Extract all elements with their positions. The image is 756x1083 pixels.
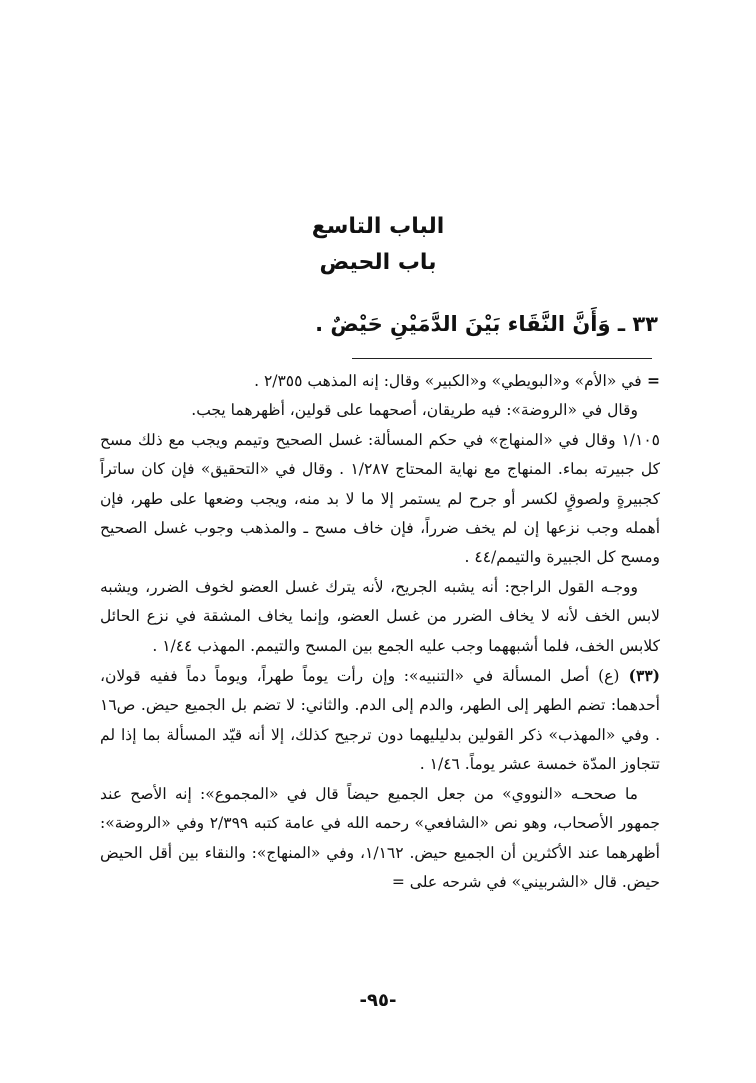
paragraph-marker: = (641, 371, 660, 390)
paragraph-text: (ع) أصل المسألة في «التنبيه»: وإن رأت يوماً طهراً، ويوماً دماً ففيه قولان، أحدهما: تضم الطهر إلى الطهر، والدم إلى الدم. والثاني: لا تضم بل الجميع حيض. ص١٦ . وفي «المهذب» ذكر القولين بدليليهما دون ترجيح كذلك، إلا أنه قيّد المسألة بما إذا لم تتجاوز المدّة خمسة عشر يوماً. ١/٤٦ . (100, 667, 660, 774)
footnote-divider (352, 358, 652, 359)
page-number: -٩٥- (359, 990, 397, 1011)
commentary-paragraph (100, 780, 660, 898)
commentary-paragraph (100, 573, 660, 661)
paragraph-text: ووجـه القول الراجح: أنه يشبه الجريح، لأنه يترك غسل العضو لخوف الضرر، ويشبه لابس الخف لأنه لا يخاف الضرر من غسل العضو، وإنما يخاف المشقة في نزع الحائل كلابس الخف، فلما أشبههما وجب عليه الجمع بين المسح والتيمم. المهذب ١/٤٤ . (100, 577, 660, 655)
commentary-paragraph (100, 366, 660, 396)
matn-line: ٣٣ ـ وَأَنَّ النَّقَاء بَيْنَ الدَّمَيْنِ حَيْضٌ . (315, 312, 658, 336)
paragraph-marker: (٣٣) (619, 666, 660, 686)
paragraph-text: وقال في «الروضة»: فيه طريقان، أصحهما على قولين، أظهرهما يجب. (191, 401, 638, 420)
paragraph-text: ١/١٠٥ وقال في «المنهاج» في حكم المسألة: غسل الصحيح وتيمم ويجب مع ذلك مسح كل جبيرته بماء. المنهاج مع نهاية المحتاج ١/٢٨٧ . وقال في «التحقيق» فإن كان ساتراً كجبيرةٍ ولصوقٍ لكسر أو جرح لم يستمر إلا ما لا بد منه، ويجب وضعها على طهر، فإن أهمله وجب نزعها إن لم يخف ضرراً، فإن خاف مسح ـ والمذهب وجوب غسل الصحيح ومسح كل الجبيرة والتيمم/٤٤ . (100, 430, 660, 567)
paragraph-text: في «الأم» و«البويطي» و«الكبير» وقال: إنه المذهب ٢/٣٥٥ . (254, 372, 642, 390)
paragraph-text: ما صححـه «النووي» من جعل الجميع حيضاً قال في «المجموع»: إنه الأصح عند جمهور الأصحاب، وهو نص «الشافعي» رحمه الله في عامة كتبه ٢/٣٩٩ وفي «الروضة»: أظهرهما عند الأكثرين أن الجميع حيض. ١/١٦٢، وفي «المنهاج»: والنقاء بين أقل الحيض حيض. قال «الشربيني» في شرحه على = (100, 784, 660, 891)
commentary-paragraph (100, 661, 660, 780)
commentary-text (100, 366, 660, 897)
chapter-heading: الباب التاسع (311, 214, 445, 239)
commentary-paragraph (100, 426, 660, 573)
chapter-title: باب الحيض (319, 250, 437, 275)
commentary-paragraph (100, 396, 660, 425)
